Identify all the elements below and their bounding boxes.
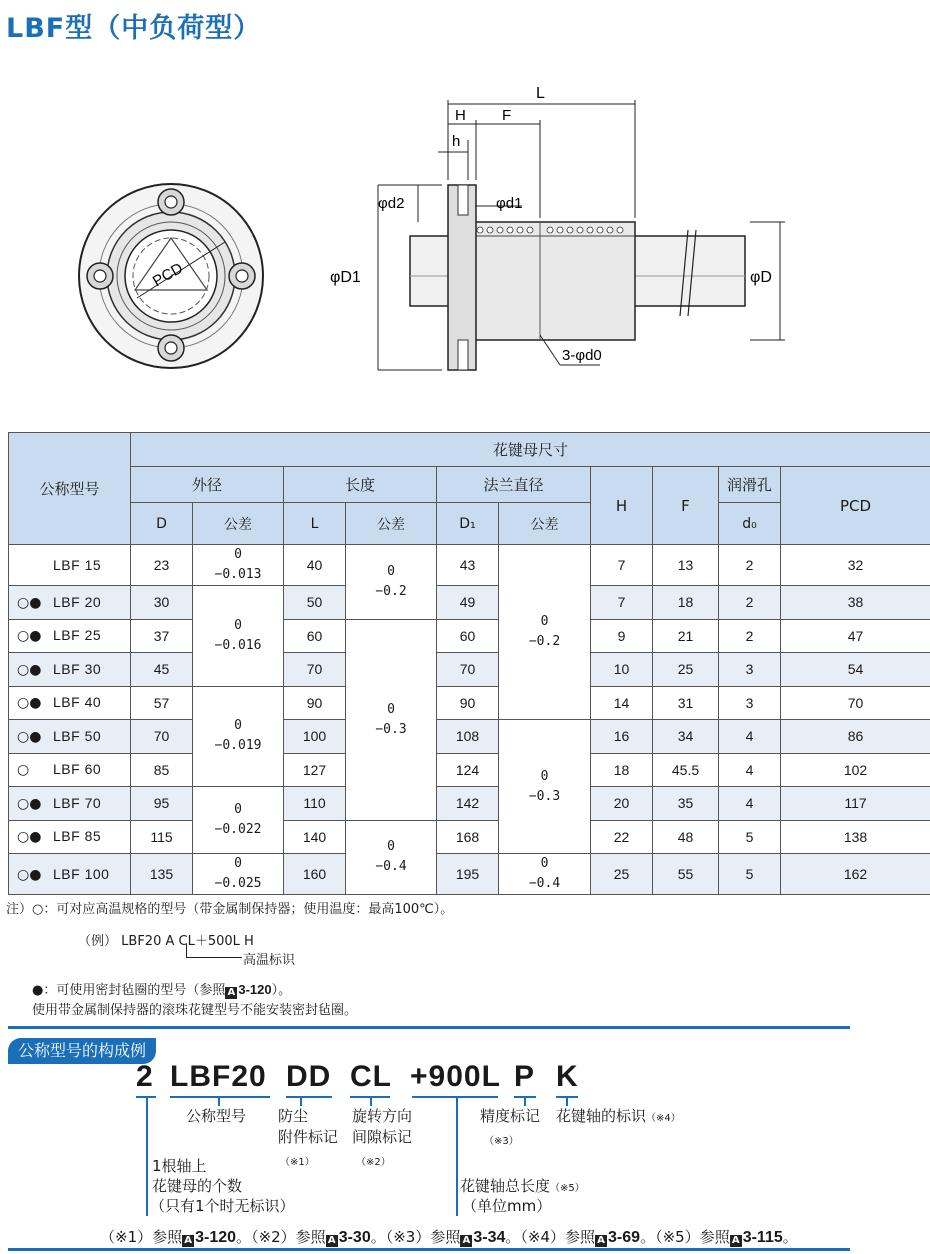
cell-F: 35 bbox=[653, 787, 719, 821]
label-shaft-id-note: （※4） bbox=[646, 1113, 681, 1124]
cell-D: 85 bbox=[131, 753, 193, 787]
table-row bbox=[9, 653, 930, 687]
cell-F: 48 bbox=[653, 820, 719, 854]
cell-tol-D-bottom: −0.019 bbox=[214, 738, 262, 754]
cell-tol-D bbox=[193, 686, 284, 787]
leader-length-v bbox=[456, 1096, 458, 1216]
label-dust-1: 防尘 bbox=[278, 1107, 309, 1125]
cell-F: 31 bbox=[653, 686, 719, 720]
example-leader-line bbox=[186, 944, 242, 958]
label-d2: φd2 bbox=[378, 195, 405, 212]
section-title: 公称型号的构成例 bbox=[8, 1038, 156, 1064]
cell-d0: 5 bbox=[719, 820, 781, 854]
cell-L: 160 bbox=[284, 854, 346, 895]
ref-page: 3-69 bbox=[608, 1229, 641, 1246]
cell-tol-L bbox=[346, 820, 437, 895]
cell-D: 37 bbox=[131, 619, 193, 653]
leader-dust bbox=[286, 1096, 332, 1098]
label-length-2: （单位mm） bbox=[462, 1197, 552, 1215]
cell-D: 57 bbox=[131, 686, 193, 720]
cell-L: 140 bbox=[284, 820, 346, 854]
cell-H: 7 bbox=[591, 545, 653, 586]
model-marks: ○● bbox=[17, 829, 42, 846]
model-name: LBF 100 bbox=[53, 865, 110, 882]
ref-box-icon: A bbox=[730, 1235, 742, 1247]
col-D-header: D bbox=[131, 503, 193, 545]
cell-PCD: 38 bbox=[781, 586, 930, 620]
cell-D: 115 bbox=[131, 820, 193, 854]
cell-PCD: 32 bbox=[781, 545, 930, 586]
label-precision: 精度标记 bbox=[480, 1107, 541, 1125]
example-prefix: （例） bbox=[78, 934, 118, 949]
cell-model bbox=[9, 545, 131, 586]
table-row bbox=[9, 586, 930, 620]
cell-tol-D1 bbox=[499, 720, 591, 854]
cell-PCD: 102 bbox=[781, 753, 930, 787]
cell-D: 23 bbox=[131, 545, 193, 586]
cell-tol-D1-bottom: −0.3 bbox=[528, 788, 561, 804]
cell-D: 135 bbox=[131, 854, 193, 895]
cell-tol-D1 bbox=[499, 854, 591, 895]
table-row bbox=[9, 820, 930, 854]
label-d1: φd1 bbox=[496, 195, 523, 212]
cell-tol-D-top: 0 bbox=[234, 617, 242, 633]
cell-d0: 2 bbox=[719, 545, 781, 586]
cell-H: 7 bbox=[591, 586, 653, 620]
label-D: φD bbox=[750, 269, 772, 286]
cell-tol-L-top: 0 bbox=[387, 839, 395, 855]
code-part-dust: DD bbox=[286, 1060, 332, 1093]
cell-d0: 4 bbox=[719, 753, 781, 787]
ref-sep: 。 bbox=[370, 1228, 386, 1246]
cell-PCD: 70 bbox=[781, 686, 930, 720]
ref-box-icon: A bbox=[595, 1235, 607, 1247]
ref-mark: （※1）参照 bbox=[100, 1228, 183, 1246]
cell-tol-D-top: 0 bbox=[234, 547, 242, 562]
cell-tol-D-top: 0 bbox=[234, 802, 242, 817]
model-marks: ○● bbox=[17, 728, 42, 745]
leader-rot-v bbox=[370, 1096, 372, 1106]
cell-D: 70 bbox=[131, 720, 193, 754]
ref-sep: 。 bbox=[782, 1228, 798, 1246]
label-length-1: 花键轴总长度 bbox=[460, 1177, 551, 1195]
ref-page: 3-115 bbox=[742, 1229, 783, 1246]
group-lube-header: 润滑孔 bbox=[719, 467, 781, 503]
code-part-precision: P bbox=[514, 1060, 536, 1093]
cell-F: 13 bbox=[653, 545, 719, 586]
cell-tol-D1-top: 0 bbox=[540, 768, 549, 784]
cell-D1: 124 bbox=[437, 753, 499, 787]
cell-L: 40 bbox=[284, 545, 346, 586]
col-model-header: 公称型号 bbox=[9, 433, 131, 545]
note-seal bbox=[32, 980, 357, 1021]
table-row bbox=[9, 619, 930, 653]
cell-PCD: 162 bbox=[781, 854, 930, 895]
cell-D1: 195 bbox=[437, 854, 499, 895]
note2-text-a: ：可使用密封毡圈的型号（参照 bbox=[43, 983, 226, 998]
cell-H: 9 bbox=[591, 619, 653, 653]
model-marks: ○● bbox=[17, 695, 42, 712]
table-row bbox=[9, 753, 930, 787]
cell-tol-D-bottom: −0.025 bbox=[214, 876, 262, 891]
model-name: LBF 70 bbox=[53, 794, 102, 811]
cell-H: 18 bbox=[591, 753, 653, 787]
cell-D1: 108 bbox=[437, 720, 499, 754]
cell-F: 18 bbox=[653, 586, 719, 620]
group-length-header: 长度 bbox=[284, 467, 437, 503]
cell-tol-L bbox=[346, 619, 437, 820]
label-H: H bbox=[455, 107, 466, 124]
cell-PCD: 86 bbox=[781, 720, 930, 754]
cell-H: 20 bbox=[591, 787, 653, 821]
note-high-temp: 注）○：可对应高温规格的型号（带金属制保持器；使用温度：最高100℃）。 bbox=[6, 902, 454, 917]
cell-D1: 60 bbox=[437, 619, 499, 653]
divider-top bbox=[8, 1026, 850, 1029]
col-tolD-header: 公差 bbox=[193, 503, 284, 545]
code-part-model: LBF20 bbox=[170, 1060, 267, 1093]
cell-L: 90 bbox=[284, 686, 346, 720]
code-part-rotation: CL bbox=[350, 1060, 392, 1093]
ref-page: 3-30 bbox=[338, 1229, 371, 1246]
ref-page: 3-34 bbox=[473, 1229, 506, 1246]
cell-tol-D-bottom: −0.013 bbox=[214, 567, 262, 582]
model-marks: ○ bbox=[17, 762, 30, 779]
cell-H: 25 bbox=[591, 854, 653, 895]
label-h: h bbox=[452, 133, 461, 150]
label-F: F bbox=[502, 107, 512, 124]
cell-D1: 43 bbox=[437, 545, 499, 586]
ref-box-icon: A bbox=[225, 987, 237, 999]
table-row bbox=[9, 545, 930, 586]
note2-mark: ● bbox=[32, 983, 44, 998]
label-count-2: 花键母的个数 bbox=[152, 1177, 243, 1195]
label-precision-note: （※3） bbox=[484, 1136, 519, 1147]
cell-model bbox=[9, 619, 131, 653]
label-model: 公称型号 bbox=[186, 1107, 247, 1125]
page-title: LBF型（中负荷型） bbox=[6, 13, 262, 44]
col-H-header: H bbox=[591, 467, 653, 545]
code-part-shaft-id: K bbox=[556, 1060, 579, 1093]
cell-L: 70 bbox=[284, 653, 346, 687]
cell-PCD: 138 bbox=[781, 820, 930, 854]
cell-tol-L-top: 0 bbox=[387, 563, 395, 579]
model-name: LBF 15 bbox=[53, 556, 102, 573]
cell-D1: 90 bbox=[437, 686, 499, 720]
cell-tol-D1-bottom: −0.4 bbox=[528, 876, 561, 891]
cell-tol-L bbox=[346, 545, 437, 620]
cell-D1: 168 bbox=[437, 820, 499, 854]
col-tolL-header: 公差 bbox=[346, 503, 437, 545]
group-outer-header: 外径 bbox=[131, 467, 284, 503]
cell-tol-L-bottom: −0.4 bbox=[375, 859, 407, 875]
ref-box-icon: A bbox=[326, 1235, 338, 1247]
cell-tol-L-top: 0 bbox=[387, 701, 395, 717]
ref-box-icon: A bbox=[182, 1235, 194, 1247]
reference-item bbox=[386, 1228, 521, 1246]
label-rot-2: 间隙标记 bbox=[352, 1128, 413, 1146]
ref-box-icon: A bbox=[460, 1235, 472, 1247]
ref-mark: （※5）参照 bbox=[655, 1228, 730, 1246]
model-name: LBF 40 bbox=[53, 694, 102, 711]
cell-tol-L-bottom: −0.2 bbox=[375, 583, 407, 599]
cell-tol-D1-top: 0 bbox=[540, 614, 549, 629]
cell-model bbox=[9, 686, 131, 720]
label-L: L bbox=[536, 85, 545, 102]
cell-model bbox=[9, 720, 131, 754]
cell-d0: 4 bbox=[719, 787, 781, 821]
code-part-count: 2 bbox=[136, 1060, 154, 1093]
label-count-1: 1根轴上 bbox=[152, 1157, 207, 1175]
code-part-length: +900L bbox=[410, 1060, 501, 1093]
front-view-drawing bbox=[75, 180, 275, 380]
model-name: LBF 25 bbox=[53, 627, 102, 644]
cell-D1: 142 bbox=[437, 787, 499, 821]
reference-item bbox=[655, 1228, 798, 1246]
cell-L: 127 bbox=[284, 753, 346, 787]
leader-dust-v bbox=[300, 1096, 302, 1106]
cell-D1: 70 bbox=[437, 653, 499, 687]
note2-text-b: ）。 bbox=[271, 983, 292, 998]
table-row bbox=[9, 686, 930, 720]
example-label: 高温标识 bbox=[243, 953, 296, 968]
cell-tol-D-top: 0 bbox=[234, 718, 242, 734]
label-rot-note: （※2） bbox=[356, 1157, 391, 1168]
model-name: LBF 85 bbox=[53, 828, 102, 845]
cell-d0: 2 bbox=[719, 586, 781, 620]
group-main-header: 花键母尺寸 bbox=[131, 433, 930, 467]
cell-tol-D-bottom: −0.022 bbox=[214, 822, 262, 837]
cell-F: 55 bbox=[653, 854, 719, 895]
model-marks: ○● bbox=[17, 594, 42, 611]
cell-F: 34 bbox=[653, 720, 719, 754]
group-flange-header: 法兰直径 bbox=[437, 467, 591, 503]
cell-tol-D1-bottom: −0.2 bbox=[528, 634, 561, 649]
cell-L: 100 bbox=[284, 720, 346, 754]
note2-ref: 3-120 bbox=[238, 982, 272, 997]
label-d0: 3-φd0 bbox=[562, 347, 602, 364]
cell-tol-D bbox=[193, 854, 284, 895]
cell-H: 16 bbox=[591, 720, 653, 754]
leader-count-v bbox=[146, 1096, 148, 1216]
model-name: LBF 20 bbox=[53, 593, 102, 610]
model-name: LBF 50 bbox=[53, 727, 102, 744]
ref-sep: 。 bbox=[236, 1228, 252, 1246]
ref-mark: （※4）参照 bbox=[520, 1228, 596, 1246]
model-marks: ○● bbox=[17, 866, 42, 883]
cell-model bbox=[9, 753, 131, 787]
cell-PCD: 47 bbox=[781, 619, 930, 653]
label-count-3: （只有1个时无标识） bbox=[150, 1197, 295, 1215]
cell-model bbox=[9, 820, 131, 854]
col-L-header: L bbox=[284, 503, 346, 545]
model-marks: ○● bbox=[17, 795, 42, 812]
cell-L: 110 bbox=[284, 787, 346, 821]
col-F-header: F bbox=[653, 467, 719, 545]
label-rot-1: 旋转方向 bbox=[352, 1107, 413, 1125]
ref-mark: （※3）参照 bbox=[385, 1228, 461, 1246]
model-marks: ○● bbox=[17, 661, 42, 678]
label-length-note: （※5） bbox=[550, 1183, 585, 1194]
leader-precision-v bbox=[524, 1096, 526, 1106]
note2-line2: 使用带金属制保持器的滚珠花键型号不能安装密封毡圈。 bbox=[32, 1003, 358, 1018]
ref-sep: 。 bbox=[505, 1228, 521, 1246]
col-d0-header: d₀ bbox=[719, 503, 781, 545]
side-view-drawing bbox=[330, 80, 810, 380]
cell-tol-D bbox=[193, 586, 284, 687]
leader-length bbox=[412, 1096, 498, 1098]
cell-L: 50 bbox=[284, 586, 346, 620]
cell-H: 14 bbox=[591, 686, 653, 720]
table-row bbox=[9, 720, 930, 754]
col-PCD-header: PCD bbox=[781, 467, 930, 545]
reference-footnotes bbox=[100, 1226, 798, 1247]
cell-tol-D bbox=[193, 545, 284, 586]
divider-bottom bbox=[8, 1248, 850, 1251]
cell-d0: 3 bbox=[719, 686, 781, 720]
cell-tol-D-top: 0 bbox=[234, 856, 242, 871]
label-shaft-id: 花键轴的标识 bbox=[556, 1107, 647, 1125]
model-marks: ○● bbox=[17, 628, 42, 645]
table-row bbox=[9, 787, 930, 821]
label-dust-2: 附件标记 bbox=[278, 1128, 339, 1146]
cell-model bbox=[9, 586, 131, 620]
cell-PCD: 54 bbox=[781, 653, 930, 687]
cell-d0: 3 bbox=[719, 653, 781, 687]
ref-page: 3-120 bbox=[195, 1229, 237, 1246]
model-name: LBF 60 bbox=[53, 761, 102, 778]
reference-item bbox=[100, 1228, 251, 1246]
col-tolD1-header: 公差 bbox=[499, 503, 591, 545]
model-name: LBF 30 bbox=[53, 660, 102, 677]
cell-model bbox=[9, 787, 131, 821]
example-code: LBF20 A CL＋500L H bbox=[121, 934, 254, 949]
spec-table bbox=[8, 432, 930, 895]
cell-tol-L-bottom: −0.3 bbox=[375, 721, 407, 737]
reference-item bbox=[520, 1228, 655, 1246]
cell-model bbox=[9, 854, 131, 895]
label-D1: φD1 bbox=[330, 269, 361, 286]
cell-tol-D1-top: 0 bbox=[540, 856, 549, 871]
cell-D: 30 bbox=[131, 586, 193, 620]
cell-d0: 5 bbox=[719, 854, 781, 895]
col-D1-header: D₁ bbox=[437, 503, 499, 545]
cell-L: 60 bbox=[284, 619, 346, 653]
cell-D1: 49 bbox=[437, 586, 499, 620]
cell-d0: 2 bbox=[719, 619, 781, 653]
cell-F: 21 bbox=[653, 619, 719, 653]
cell-model bbox=[9, 653, 131, 687]
label-dust-note: （※1） bbox=[280, 1157, 315, 1168]
table-row bbox=[9, 854, 930, 895]
ref-mark: （※2）参照 bbox=[251, 1228, 326, 1246]
ref-sep: 。 bbox=[640, 1228, 656, 1246]
leader-model bbox=[170, 1096, 270, 1098]
cell-H: 22 bbox=[591, 820, 653, 854]
cell-F: 45.5 bbox=[653, 753, 719, 787]
leader-shaft-id-v bbox=[566, 1096, 568, 1106]
cell-tol-D bbox=[193, 787, 284, 854]
pcd-label: PCD bbox=[149, 259, 186, 291]
cell-PCD: 117 bbox=[781, 787, 930, 821]
cell-F: 25 bbox=[653, 653, 719, 687]
cell-H: 10 bbox=[591, 653, 653, 687]
cell-D: 45 bbox=[131, 653, 193, 687]
cell-D: 95 bbox=[131, 787, 193, 821]
leader-model-v bbox=[218, 1096, 220, 1106]
cell-d0: 4 bbox=[719, 720, 781, 754]
reference-item bbox=[251, 1228, 386, 1246]
cell-tol-D-bottom: −0.016 bbox=[214, 637, 262, 653]
cell-tol-D1 bbox=[499, 545, 591, 720]
